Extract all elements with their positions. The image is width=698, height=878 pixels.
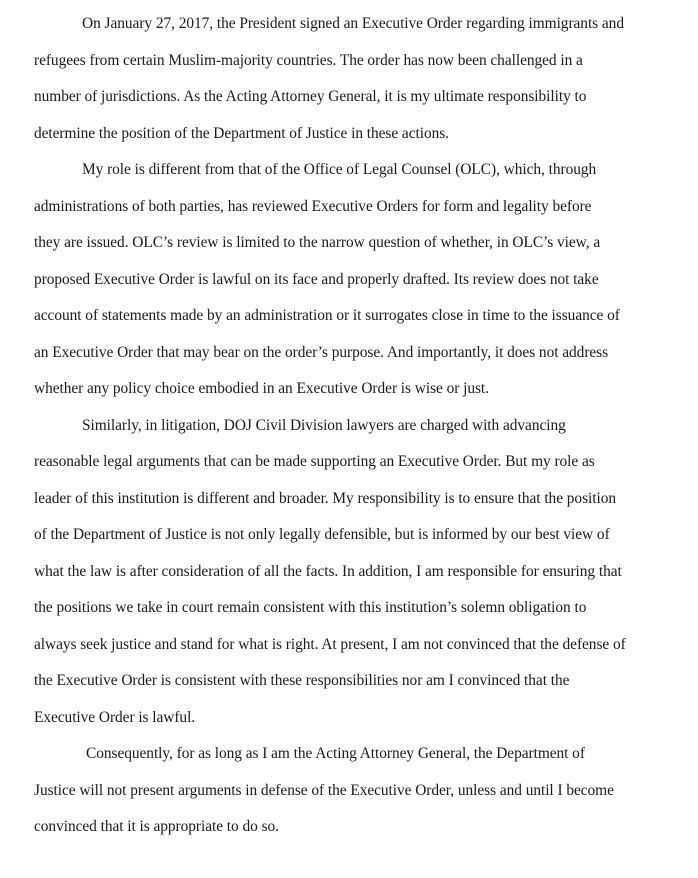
text-line: the positions we take in court remain consistent with this institution’s solemn obligation to: [34, 599, 587, 616]
paragraph-1: [34, 6, 684, 152]
text-line: of the Department of Justice is not only legally defensible, but is informed by our best view of: [34, 526, 610, 543]
text-line: administrations of both parties, has reviewed Executive Orders for form and legality before: [34, 197, 592, 215]
text-line: Similarly, in litigation, DOJ Civil Division lawyers are charged with advancing: [82, 416, 566, 434]
text-line: leader of this institution is different and broader. My responsibility is to ensure that the position: [34, 489, 616, 507]
text-line: Executive Order is lawful.: [34, 708, 196, 726]
paragraph-4: [34, 736, 684, 846]
text-line: an Executive Order that may bear on the order’s purpose. And importantly, it does not address: [34, 343, 609, 361]
text-line: they are issued. OLC’s review is limited to the narrow question of whether, in OLC’s view, a: [34, 234, 601, 251]
text-line: reasonable legal arguments that can be made supporting an Executive Order. But my role as: [34, 453, 595, 470]
text-line: Justice will not present arguments in defense of the Executive Order, unless and until I become: [34, 781, 614, 799]
text-line: account of statements made by an administration or it surrogates close in time to the issuance of: [34, 307, 620, 324]
text-line: what the law is after consideration of all the facts. In addition, I am responsible for ensuring that: [34, 562, 622, 580]
text-line: convinced that it is appropriate to do so.: [34, 818, 279, 835]
text-line: proposed Executive Order is lawful on its face and properly drafted. Its review does not take: [34, 270, 599, 288]
paragraph-2: [34, 152, 684, 408]
text-line: Consequently, for as long as I am the Acting Attorney General, the Department of: [86, 745, 585, 762]
text-line: number of jurisdictions. As the Acting Attorney General, it is my ultimate responsibility to: [34, 88, 587, 105]
paragraph-3: [34, 408, 684, 737]
letter-body: [34, 6, 684, 846]
text-line: always seek justice and stand for what is right. At present, I am not convinced that the defense of: [34, 635, 626, 653]
text-line: My role is different from that of the Office of Legal Counsel (OLC), which, through: [82, 161, 597, 178]
text-line: On January 27, 2017, the President signed an Executive Order regarding immigrants and: [82, 15, 624, 32]
text-line: determine the position of the Department of Justice in these actions.: [34, 124, 449, 142]
text-line: whether any policy choice embodied in an Executive Order is wise or just.: [34, 380, 489, 397]
text-line: refugees from certain Muslim-majority countries. The order has now been challenged in a: [34, 51, 583, 69]
text-line: the Executive Order is consistent with these responsibilities nor am I convinced that the: [34, 672, 570, 689]
